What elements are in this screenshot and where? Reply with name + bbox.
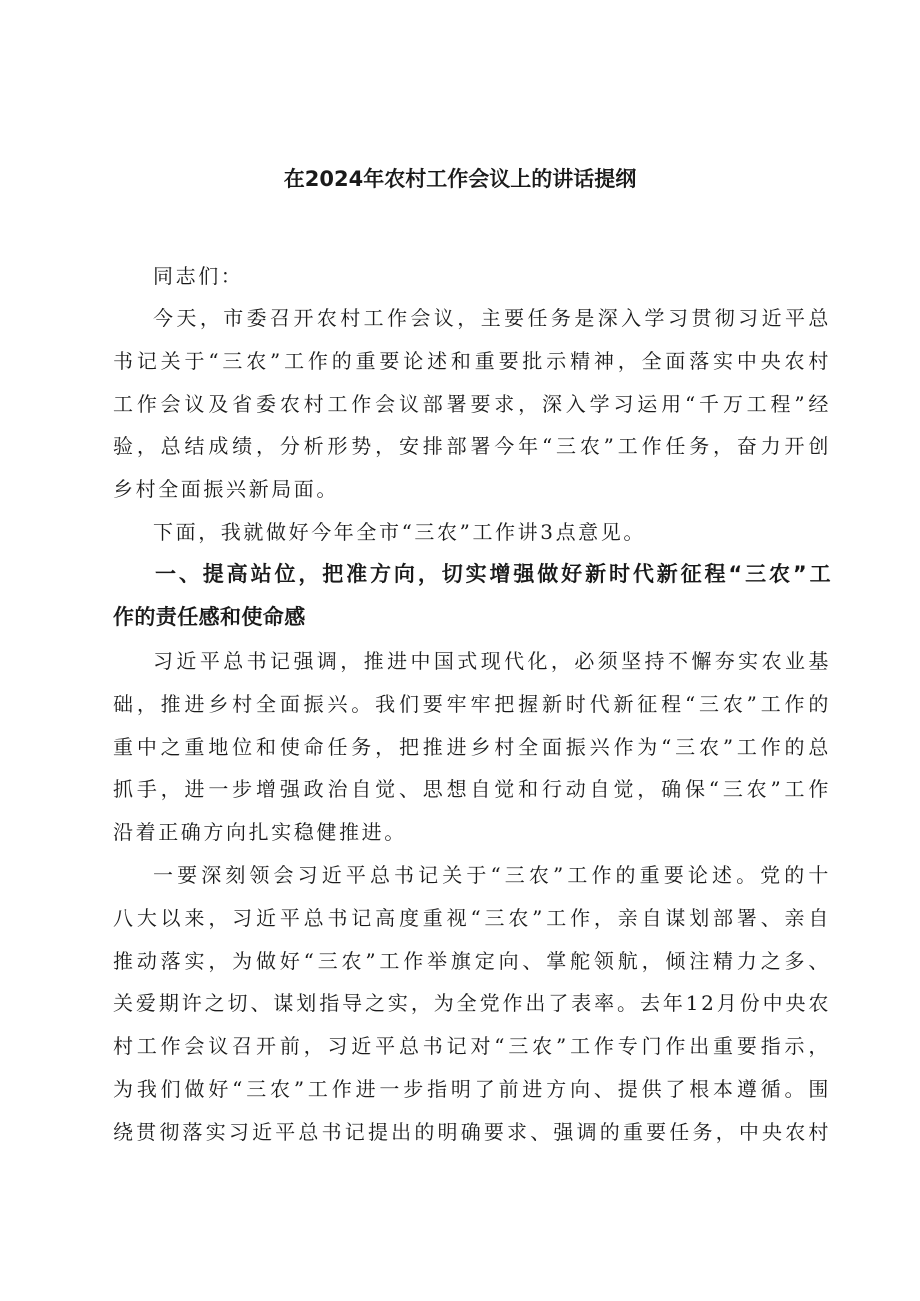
salutation-text: 同志们：: [153, 264, 244, 288]
intro-line: 工作会议及省委农村工作会议部署要求，深入学习运用“千万工程”经: [113, 391, 831, 416]
section1-paragraph-1: [113, 640, 831, 854]
paragraph-line: 一要深刻领会习近平总书记关于“三农”工作的重要论述。党的十: [153, 863, 831, 887]
paragraph-line: 习近平总书记强调，推进中国式现代化，必须坚持不懈夯实农业基: [153, 649, 831, 673]
intro-line: 验，总结成绩，分析形势，安排部署今年“三农”工作任务，奋力开创: [113, 434, 831, 459]
paragraph-line: 沿着正确方向扎实稳健推进。: [113, 820, 407, 845]
intro-line: 今天，市委召开农村工作会议，主要任务是深入学习贯彻习近平总: [153, 306, 831, 330]
paragraph-line: 八大以来，习近平总书记高度重视“三农”工作，亲自谋划部署、亲自: [113, 905, 831, 930]
paragraph-line: 为我们做好“三农”工作进一步指明了前进方向、提供了根本遵循。围: [113, 1076, 831, 1101]
intro-line: 乡村全面振兴新局面。: [113, 477, 339, 502]
section1-heading-line: 一、提高站位，把准方向，切实增强做好新时代新征程“三农”工: [155, 562, 831, 586]
salutation: [113, 255, 831, 298]
transition-text: 下面，我就做好今年全市“三农”工作讲3点意见。: [153, 520, 646, 544]
paragraph-line: 推动落实，为做好“三农”工作举旗定向、掌舵领航，倾注精力之多、: [113, 948, 831, 973]
intro-paragraph: [113, 297, 831, 511]
paragraph-line: 绕贯彻落实习近平总书记提出的明确要求、强调的重要任务，中央农村: [113, 1119, 831, 1144]
section1-heading: [113, 553, 831, 639]
section1-heading-line: 作的责任感和使命感: [113, 604, 306, 629]
transition-paragraph: [113, 511, 831, 554]
paragraph-line: 重中之重地位和使命任务，把推进乡村全面振兴作为“三农”工作的总: [113, 734, 831, 759]
section1-paragraph-2: [113, 854, 831, 1154]
paragraph-line: 关爱期许之切、谋划指导之实，为全党作出了表率。去年12月份中央农: [113, 991, 831, 1016]
paragraph-line: 抓手，进一步增强政治自觉、思想自觉和行动自觉，确保“三农”工作: [113, 777, 831, 802]
intro-line: 书记关于“三农”工作的重要论述和重要批示精神，全面落实中央农村: [113, 348, 831, 373]
document-title: 在2024年农村工作会议上的讲话提纲: [283, 167, 637, 191]
paragraph-line: 村工作会议召开前，习近平总书记对“三农”工作专门作出重要指示，: [113, 1034, 831, 1059]
paragraph-line: 础，推进乡村全面振兴。我们要牢牢把握新时代新征程“三农”工作的: [113, 691, 831, 716]
